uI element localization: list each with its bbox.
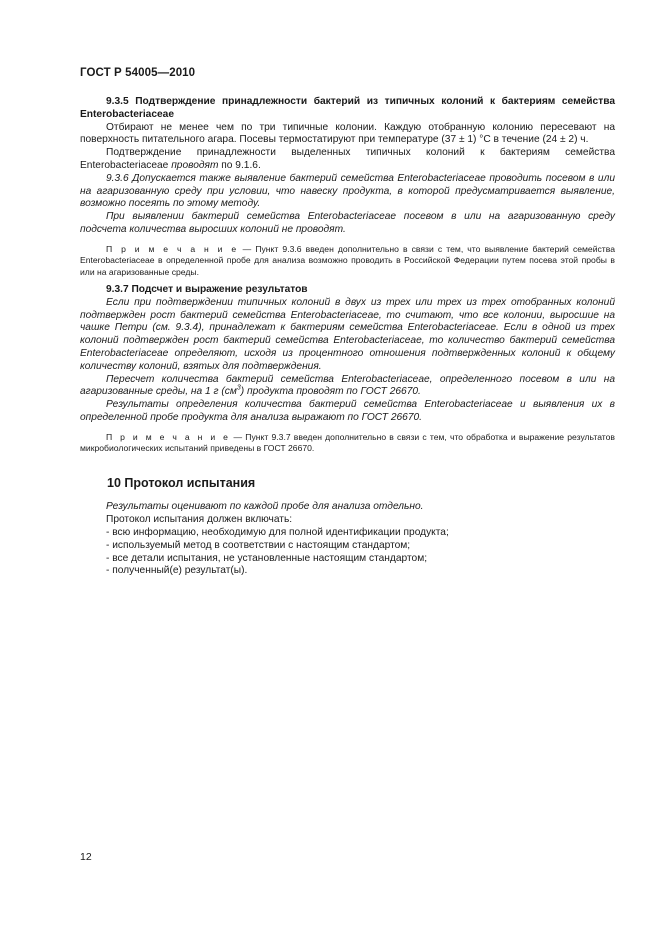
clause-9-3-5-heading: 9.3.5 Подтверждение принадлежности бактерий из типичных колоний к бактериям семейства Enterobacteriaceae (80, 96, 615, 120)
clause-9-3-7-p2-superscript: 3 (236, 384, 241, 392)
section-10-heading: 10 Протокол испытания (107, 475, 256, 490)
clause-9-3-6-paragraph-1: 9.3.6 Допускается также выявление бактерий семейства Enterobacteriaceae проводить посевом в или на агаризованную среду при условии, что навеску продукта, в которой предусматривается выявление, возможно посеять по этому методу. (80, 172, 615, 210)
section-10-paragraph-2: Протокол испытания должен включать: (106, 514, 293, 526)
page-number: 12 (80, 851, 92, 863)
clause-9-3-5-paragraph-1: Отбирают не менее чем по три типичные колонии. Каждую отобранную колонию пересевают на поверхность питательного агара. Посевы термостатируют при температуре (37 ± 1) °С в течение (24 ± 2) ч. (80, 121, 615, 146)
clause-9-3-5-p2-end: по 9.1.6. (218, 159, 261, 171)
clause-9-3-7-paragraph-3: Результаты определения количества бактерий семейства Enterobacteriaceae и выявления их в определенной пробе продукта для анализа выражают по ГОСТ 26670. (80, 399, 615, 423)
note-9-3-6 (80, 244, 615, 278)
note-text: — Пункт 9.3.7 введен дополнительно в связи с тем, что обработка и выражение результатов микробиологических испытаний приведены в ГОСТ 26670. (80, 431, 615, 454)
note-label: П р и м е ч а н и е (106, 431, 231, 442)
list-item: - полученный(е) результат(ы). (106, 565, 248, 577)
clause-9-3-7-p2-before: Пересчет количества бактерий семейства Enterobacteriaceae, определенного посевом в или на агаризованные среды, на 1 г (см (80, 373, 615, 398)
clause-9-3-7-paragraph-2 (80, 374, 615, 400)
section-10-paragraph-1: Результаты оценивают по каждой пробе для анализа отдельно. (106, 501, 424, 513)
note-text: — Пункт 9.3.6 введен дополнительно в связи с тем, что выявление бактерий семейства Enterobacteriaceae в определенной пробе для анализа возможно проводить в Российской Федерации путем посева этой пробы в или на агаризованные среды. (80, 243, 615, 277)
note-9-3-7 (80, 432, 615, 455)
clause-9-3-7-paragraph-1: Если при подтверждении типичных колоний в двух из трех или трех из трех отобранных колоний подтвержден рост бактерий семейства Enterobacteriaceae, то считают, что все колонии, выросшие на чашке Петри (см. 9.3.4), принадлежат к бактериям семейства Enterobacteriaceae. Если в одной из трех колоний подтвержден рост бактерий семейства Enterobacteriaceae, то количество бактерий семейства Enterobacteriaceae определяют, исходя из процентного отношения подтвержденных колоний к общему количеству колоний, взятых для подтверждения. (80, 296, 615, 372)
document-body (80, 96, 615, 578)
clause-9-3-7-heading: 9.3.7 Подсчет и выражение результатов (106, 283, 308, 295)
document-header: ГОСТ Р 54005—2010 (80, 67, 196, 79)
list-item: - все детали испытания, не установленные настоящим стандартом; (106, 552, 428, 564)
list-item: - используемый метод в соответствии с настоящим стандартом; (106, 539, 411, 551)
clause-9-3-5-paragraph-2 (80, 147, 615, 173)
clause-9-3-5-p2-text: Подтверждение принадлежности выделенных типичных колоний к бактериям семейства Enterobacteriaceae (80, 147, 615, 171)
list-item: - всю информацию, необходимую для полной идентификации продукта; (106, 526, 449, 538)
clause-9-3-5-p2-italic: проводят (171, 159, 219, 171)
clause-9-3-7-p2-after: ) продукта проводят по ГОСТ 26670. (240, 386, 421, 398)
clause-9-3-6-paragraph-2: При выявлении бактерий семейства Enterobacteriaceae посевом в или на агаризованную среду подсчета количества выросших колоний не проводят. (80, 211, 615, 235)
note-label: П р и м е ч а н и е (106, 243, 239, 254)
